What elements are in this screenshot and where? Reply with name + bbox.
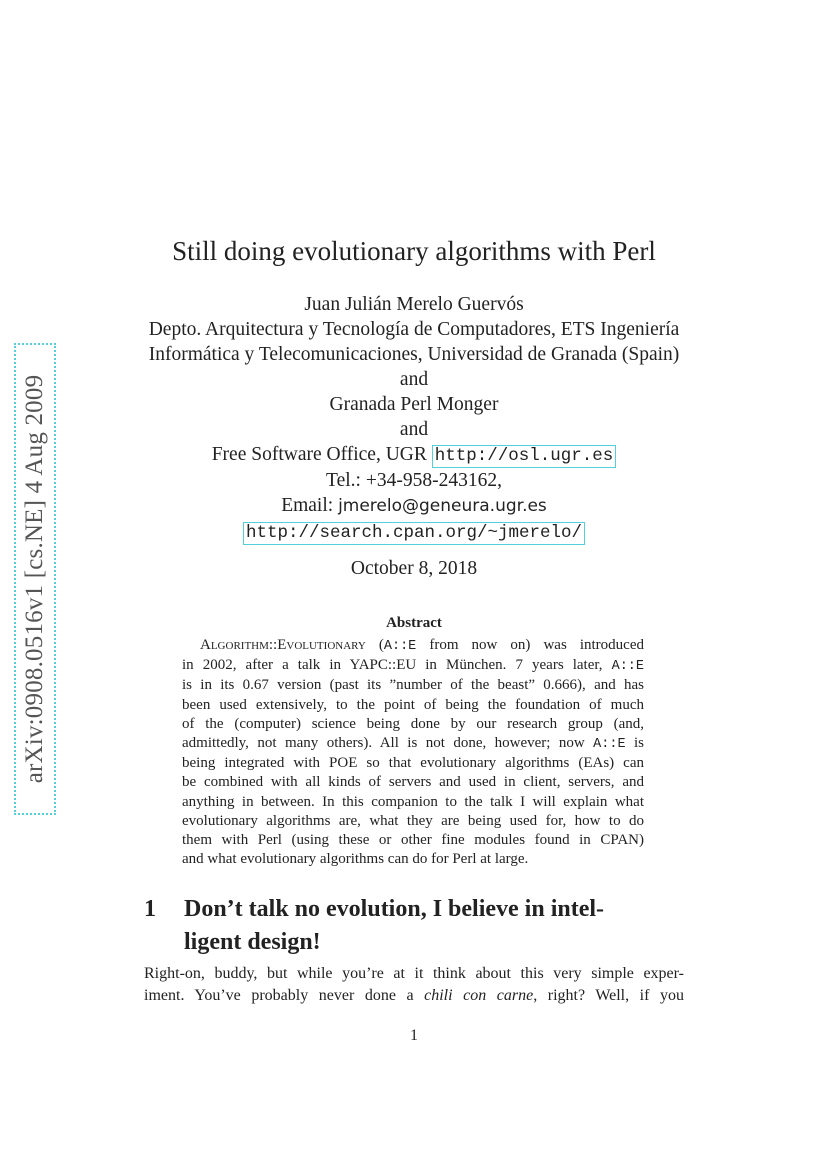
abstract-line: them with Perl (using these or other fine modules found in CPAN) (182, 832, 644, 849)
and-separator-2: and (399, 419, 429, 440)
homepage-line (120, 519, 708, 545)
emphasis-dish: chili con carne (424, 987, 534, 1004)
paper-date: October 8, 2018 (350, 558, 478, 579)
abstract-line: in 2002, after a talk in YAPC::EU in München. 7 years later, A::E (182, 657, 644, 675)
office-label: Free Software Office, UGR (211, 444, 432, 465)
abstract-body (182, 636, 644, 869)
section-number: 1 (144, 896, 156, 922)
office-url-link[interactable]: http://osl.ugr.es (432, 445, 617, 468)
module-abbrev: A::E (593, 737, 626, 753)
abstract-heading: Abstract (386, 615, 442, 631)
module-abbrev: A::E (383, 639, 417, 654)
abstract-line: and what evolutionary algorithms can do for Perl at large. (182, 851, 529, 868)
email-line (120, 493, 708, 519)
body-line: iment. You’ve probably never done a chili con carne, right? Well, if you (144, 987, 684, 1004)
section-title-line: Don’t talk no evolution, I believe in intel- (184, 896, 605, 922)
section-heading (144, 893, 704, 959)
abstract-line: been used extensively, to the point of being the foundation of much (182, 696, 644, 713)
author-name: Juan Julián Merelo Guervós (304, 294, 524, 315)
arxiv-identifier: arXiv:0908.0516v1 [cs.NE] 4 Aug 2009 (21, 374, 48, 784)
email-address: jmerelo@geneura.ugr.es (338, 496, 547, 516)
perl-monger-group: Granada Perl Monger (329, 394, 499, 415)
office-line (120, 442, 708, 468)
and-separator-1: and (399, 369, 429, 390)
body-line: Right-on, buddy, but while you’re at it think about this very simple exper- (144, 965, 684, 982)
abstract-line: is in its 0.67 version (past its ”number of the beast” 0.666), and has (182, 677, 644, 694)
author-block (120, 292, 708, 545)
homepage-url-link[interactable]: http://search.cpan.org/~jmerelo/ (243, 522, 585, 545)
abstract-line: Algorithm::Evolutionary (A::E from now on) was introduced (200, 637, 644, 654)
abstract-line: of the (computer) science being done by our research group (and, (182, 715, 644, 732)
abstract-line: be combined with all kinds of servers and used in client, servers, and (182, 774, 644, 791)
paper-title: Still doing evolutionary algorithms with Perl (172, 236, 656, 266)
telephone: Tel.: +34-958-243162, (326, 470, 502, 491)
module-abbrev: A::E (611, 659, 644, 675)
page-number: 1 (410, 1027, 418, 1044)
abstract-line: admittedly, not many others). All is not done, however; now A::E is (182, 735, 644, 753)
body-paragraph (144, 963, 684, 1007)
module-name: Algorithm::Evolutionary (200, 637, 366, 653)
affiliation-line-1: Depto. Arquitectura y Tecnología de Computadores, ETS Ingeniería (148, 319, 680, 340)
section-title-line: ligent design! (184, 929, 321, 955)
affiliation-line-2: Informática y Telecomunicaciones, Universidad de Granada (Spain) (148, 344, 680, 365)
abstract-line: anything in between. In this companion to the talk I will explain what (182, 793, 644, 810)
abstract-line: evolutionary algorithms are, what they are being used for, how to do (182, 812, 644, 829)
email-label: Email: (281, 495, 339, 516)
section-title (184, 893, 704, 959)
abstract-line: being integrated with POE so that evolutionary algorithms (EAs) can (182, 755, 644, 772)
